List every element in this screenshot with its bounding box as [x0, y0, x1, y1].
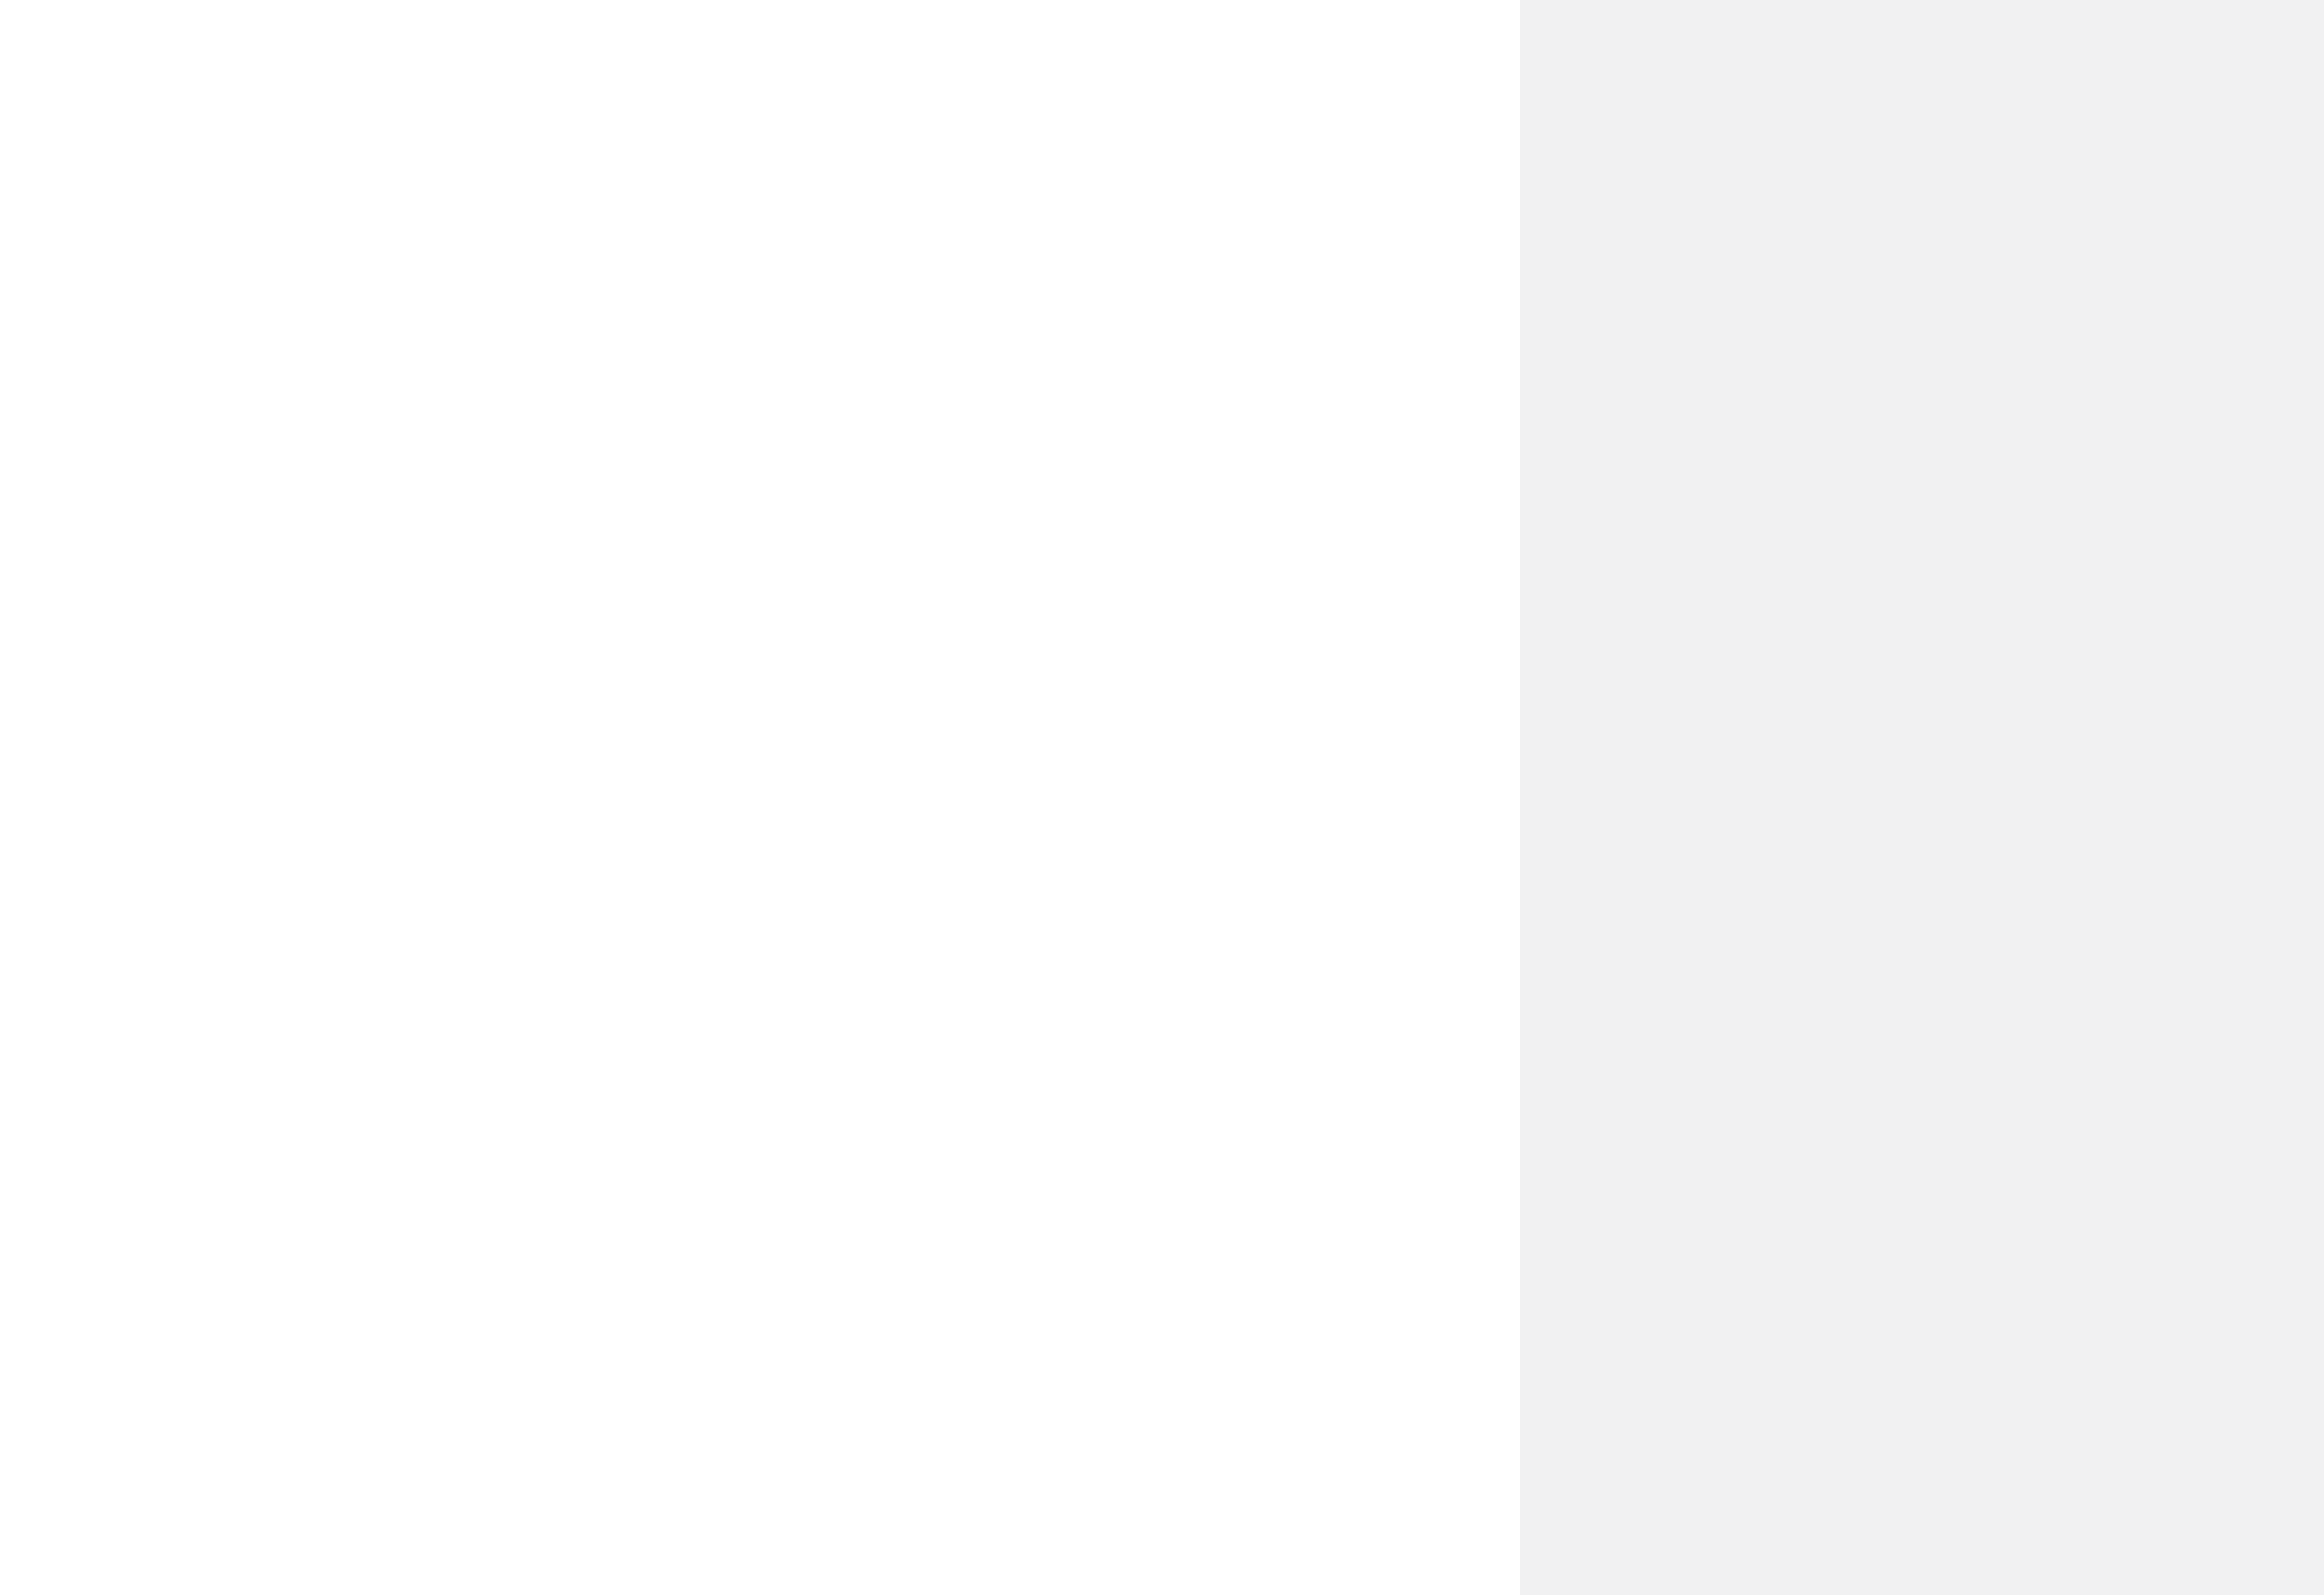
review-markup-panel — [1520, 0, 2324, 1595]
